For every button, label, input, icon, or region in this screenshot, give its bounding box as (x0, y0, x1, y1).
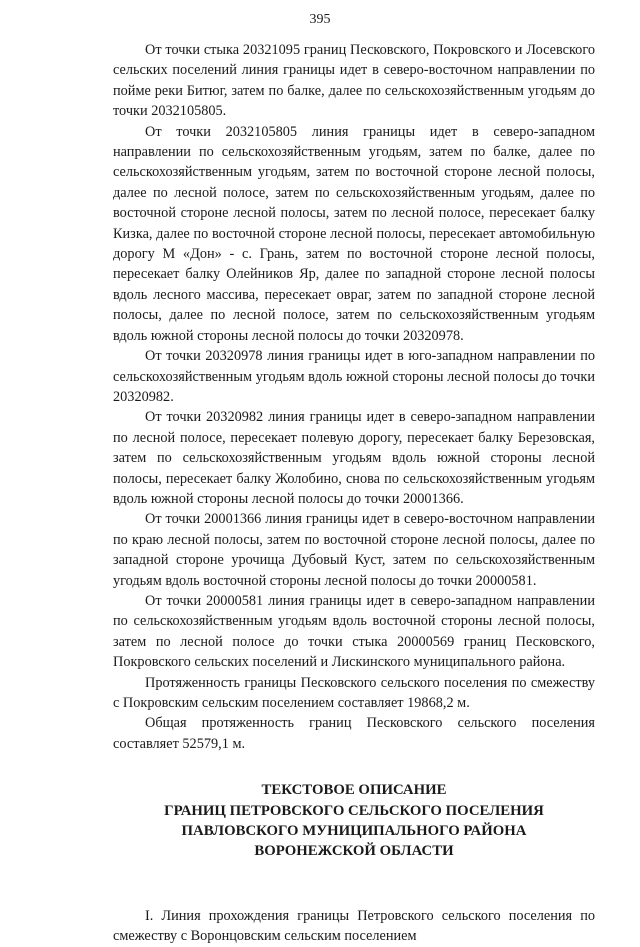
heading-line-4: ВОРОНЕЖСКОЙ ОБЛАСТИ (254, 843, 454, 860)
paragraph-2: От точки 2032105805 линия границы идет в северо-западном направлении по сельскохозяйственным угодьям, затем по балке, далее по сельскохозяйственным угодьям, затем по восточной стороне лесной полосы, далее по лесной полосе, затем по сельскохозяйственным угодьям, далее по восточной стороне лесной полосы, затем по лесной полосе, пересекает балку Кизка, далее по восточной стороне лесной полосы, пересекает автомобильную дорогу М «Дон» - с. Грань, затем по восточной стороне лесной полосы, пересекает балку Олейников Яр, далее по западной стороне лесной полосы вдоль лесного массива, пересекает овраг, затем по западной стороне лесной полосы, далее по лесной полосе, затем по сельскохозяйственным угодьям вдоль южной стороны лесной полосы до точки 20320978. (113, 123, 595, 344)
paragraph-7: Протяженность границы Песковского сельского поселения по смежеству с Покровским сельским поселением составляет 19868,2 м. (113, 674, 595, 711)
section-heading (113, 780, 595, 862)
heading-line-3: ПАВЛОВСКОГО МУНИЦИПАЛЬНОГО РАЙОНА (181, 823, 527, 840)
paragraph-8: Общая протяженность границ Песковского сельского поселения составляет 52579,1 м. (113, 715, 595, 752)
paragraph-1: От точки стыка 20321095 границ Песковского, Покровского и Лосевского сельских поселений линия границы идет в северо-восточном направлении по пойме реки Битюг, затем по балке, далее по сельскохозяйственным угодьям до точки 2032105805. (113, 42, 595, 120)
page-number: 395 (309, 12, 331, 27)
paragraph-6: От точки 20000581 линия границы идет в северо-западном направлении по сельскохозяйственным угодьям вдоль восточной стороны лесной полосы, затем по лесной полосе до точки стыка 20000569 границ Песковского, Покровского сельских поселений и Лискинского муниципального района. (113, 592, 595, 671)
paragraph-3: От точки 20320978 линия границы идет в юго-западном направлении по сельскохозяйственным угодьям вдоль южной стороны лесной полосы до точки 20320982. (113, 348, 595, 405)
paragraph-5: От точки 20001366 линия границы идет в северо-восточном направлении по краю лесной полосы, затем по восточной стороне лесной полосы, далее по западной стороне урочища Дубовый Куст, затем по сельскохозяйственным угодьям вдоль восточной стороны лесной полосы до точки 20000581. (113, 511, 595, 589)
heading-line-2: ГРАНИЦ ПЕТРОВСКОГО СЕЛЬСКОГО ПОСЕЛЕНИЯ (164, 802, 544, 819)
paragraph-4: От точки 20320982 линия границы идет в северо-западном направлении по лесной полосе, пересекает полевую дорогу, пересекает балку Березовская, затем по сельскохозяйственным угодьям вдоль южной стороны лесной полосы, пересекает балку Жолобино, снова по сельскохозяйственным угодьям вдоль южной стороны лесной полосы до точки 20001366. (113, 409, 595, 507)
heading-line-1: ТЕКСТОВОЕ ОПИСАНИЕ (261, 782, 447, 799)
section-paragraph: I. Линия прохождения границы Петровского сельского поселения по смежеству с Воронцовским сельским поселением (113, 907, 595, 945)
document-body (113, 40, 595, 947)
